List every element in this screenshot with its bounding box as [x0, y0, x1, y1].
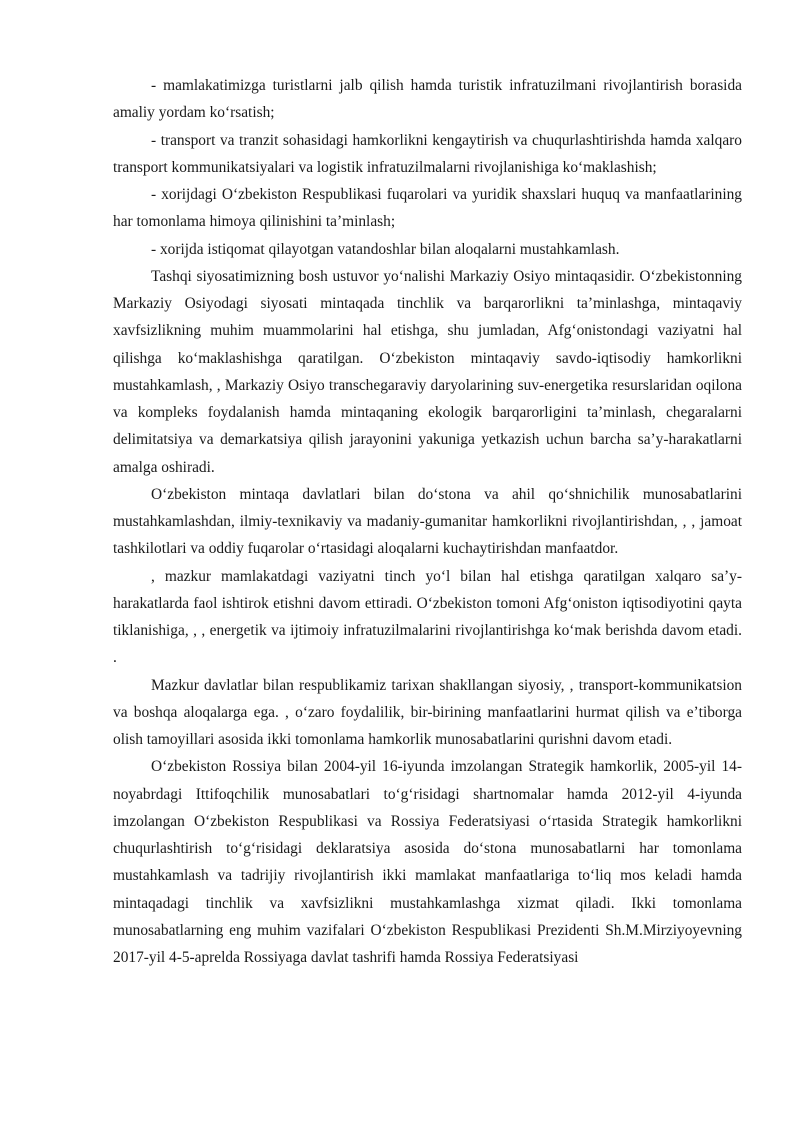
paragraph: Mazkur davlatlar bilan respublikamiz tarixan shakllangan siyosiy, , transport-kommunikatsion va boshqa aloqalarga ega. , oʻzaro foydalilik, bir-birining manfaatlarini hurmat qilish va eʼtiborga olish tamoyillari asosida ikki tomonlama hamkorlik munosabatlarini qurishni davom etadi.: [113, 676, 742, 748]
paragraph: , mazkur mamlakatdagi vaziyatni tinch yoʻl bilan hal etishga qaratilgan xalqaro saʼy-harakatlarda faol ishtirok etishni davom ettiradi. Oʻzbekiston tomoni Afgʻoniston iqtisodiyotini qayta tiklanishiga, , , energetik va ijtimoiy infratuzilmalarini rivojlantirishga koʻmak berishda davom etadi. .: [113, 567, 742, 667]
paragraph: Oʻzbekiston mintaqa davlatlari bilan doʻstona va ahil qoʻshnichilik munosabatlarini mustahkamlashdan, ilmiy-texnikaviy va madaniy-gumanitar hamkorlikni rivojlantirishdan, , , jamoat tashkilotlari va oddiy fuqarolar oʻrtasidagi aloqalarni kuchaytirishdan manfaatdor.: [113, 485, 742, 558]
paragraph: Tashqi siyosatimizning bosh ustuvor yoʻnalishi Markaziy Osiyo mintaqasidir. Oʻzbekistonning Markaziy Osiyodagi siyosati mintaqada tinchlik va barqarorlikni taʼminlashga, mintaqaviy xavfsizlikning muhim muammolarini hal etishga, shu jumladan, Afgʻonistondagi vaziyatni hal qilishga koʻmaklashishga qaratilgan. Oʻzbekiston mintaqaviy savdo-iqtisodiy hamkorlikni mustahkamlash, , Markaziy Osiyo transchegaraviy daryolarining suv-energetika resurslaridan oqilona va kompleks foydalanish hamda mintaqaning ekologik barqarorligini taʼminlash, chegaralarni delimitatsiya va demarkatsiya qilish jarayonini yakuniga yetkazish uchun barcha saʼy-harakatlarni amalga oshiradi.: [113, 267, 742, 476]
paragraph: - transport va tranzit sohasidagi hamkorlikni kengaytirish va chuqurlashtirishda hamda xalqaro transport kommunikatsiyalari va logistik infratuzilmalarni rivojlanishiga koʻmaklashish;: [113, 131, 742, 176]
paragraph: - mamlakatimizga turistlarni jalb qilish hamda turistik infratuzilmani rivojlantirish borasida amaliy yordam koʻrsatish;: [113, 77, 742, 122]
paragraph: - xorijda istiqomat qilayotgan vatandoshlar bilan aloqalarni mustahkamlash.: [151, 240, 620, 258]
paragraph: Oʻzbekiston Rossiya bilan 2004-yil 16-iyunda imzolangan Strategik hamkorlik, 2005-yil 14-noyabrdagi Ittifoqchilik munosabatlari toʻgʻrisidagi shartnomalar hamda 2012-yil 4-iyunda imzolangan Oʻzbekiston Respublikasi va Rossiya Federatsiyasi oʻrtasida Strategik hamkorlikni chuqurlashtirish toʻgʻrisidagi deklaratsiya asosida doʻstona munosabatlarni har tomonlama mustahkamlash va tadrijiy rivojlantirish ikki mamlakat manfaatlariga toʻliq mos keladi hamda mintaqadagi tinchlik va xavfsizlikni mustahkamlashga xizmat qiladi. Ikki tomonlama munosabatlarning eng muhim vazifalari Oʻzbekiston Respublikasi Prezidenti Sh.M.Mirziyoyevning 2017-yil 4-5-aprelda Rossiyaga davlat tashrifi hamda Rossiya Federatsiyasi: [113, 758, 742, 966]
paragraph: - xorijdagi Oʻzbekiston Respublikasi fuqarolari va yuridik shaxslari huquq va manfaatlarining har tomonlama himoya qilinishini taʼminlash;: [113, 186, 742, 231]
document-body: [113, 72, 742, 971]
